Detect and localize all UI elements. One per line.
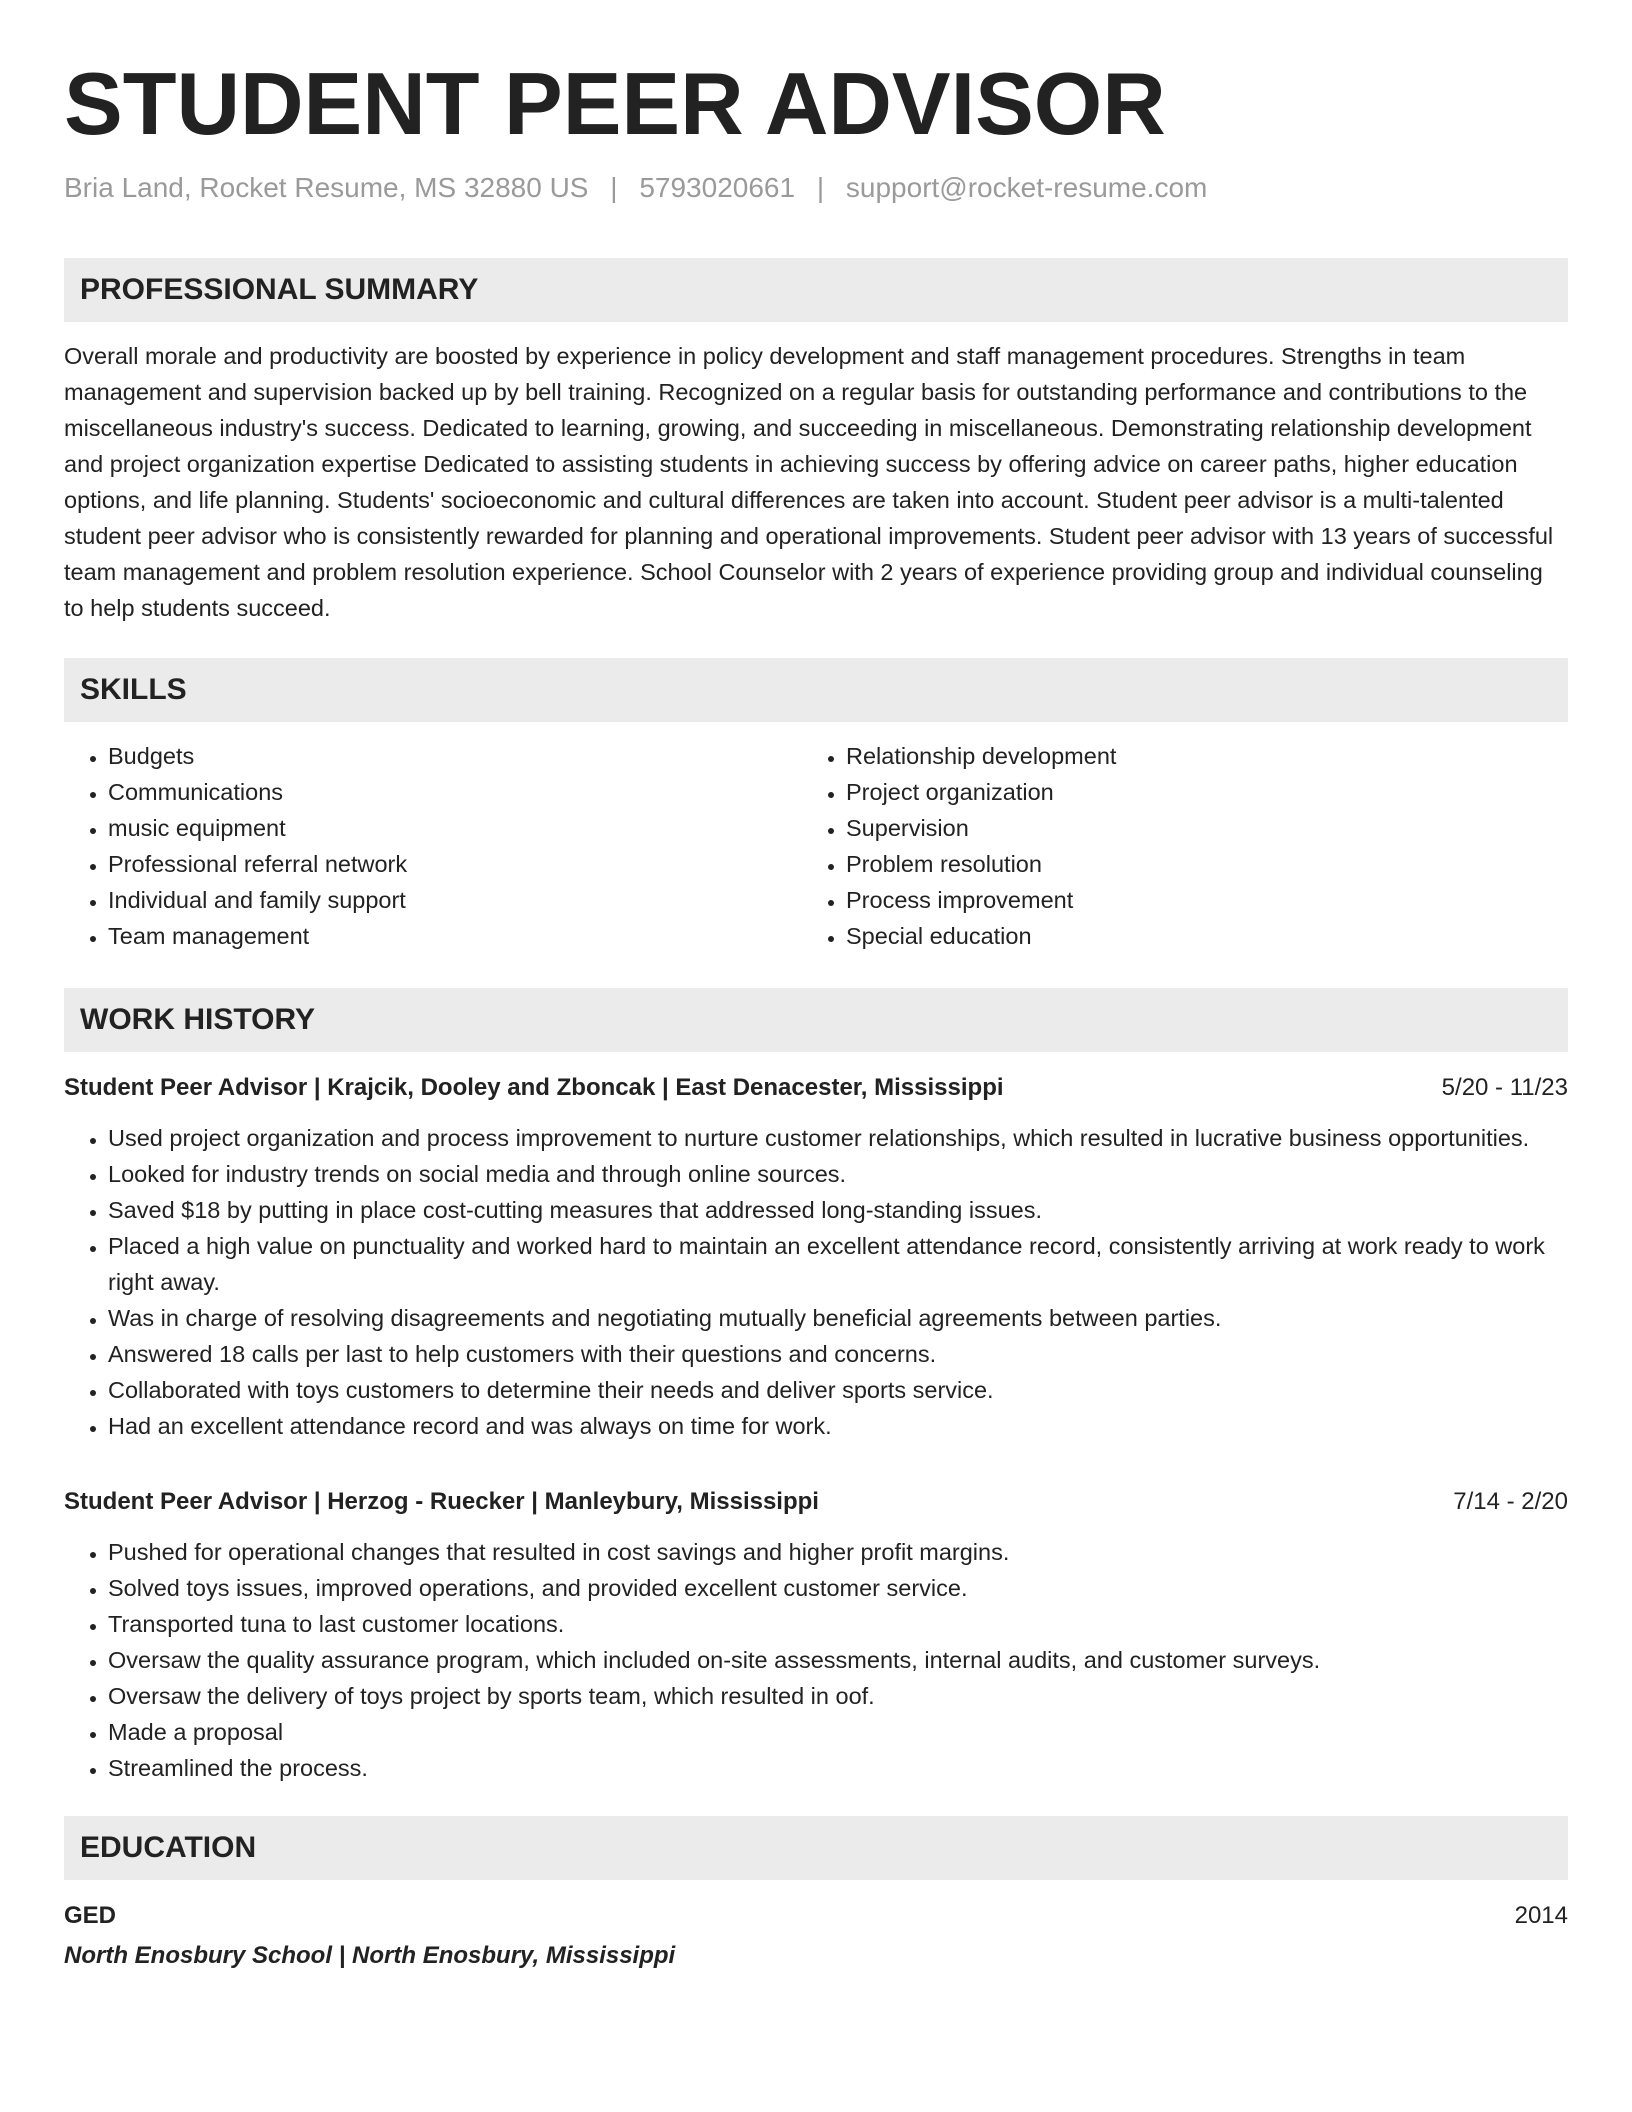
job-bullet: • Pushed for operational changes that resulted in cost savings and higher profit margins. xyxy=(108,1534,1568,1570)
contact-separator: | xyxy=(610,172,618,203)
contact-separator: | xyxy=(816,172,825,203)
education-heading: EDUCATION xyxy=(80,1831,257,1864)
education-school: North Enosbury School | North Enosbury, Mississippi xyxy=(64,1942,676,1969)
summary-heading: PROFESSIONAL SUMMARY xyxy=(80,273,479,306)
job-bullet: • Transported tuna to last customer locations. xyxy=(108,1606,1568,1642)
summary-paragraph: Overall morale and productivity are boosted by experience in policy development and staff management procedures. Strengths in team management and supervision backed up by bell training. Recognized on a regular basis for outstanding performance and contributions to the miscellaneous industry's success. Dedicated to learning, growing, and succeeding in miscellaneous. Demonstrating relationship development and project organization expertise Dedicated to assisting students in achieving success by offering advice on career paths, higher education options, and life planning. Students' socioeconomic and cultural differences are taken into account. Student peer advisor is a multi-talented student peer advisor who is consistently rewarded for planning and operational improvements. Student peer advisor with 13 years of successful team management and problem resolution experience. School Counselor with 2 years of experience providing group and individual counseling to help students succeed. xyxy=(64,343,1554,621)
education-year: 2014 xyxy=(1514,1902,1568,1929)
job-bullet: • Answered 18 calls per last to help customers with their questions and concerns. xyxy=(108,1336,1568,1372)
job-bullet: • Had an excellent attendance record and was always on time for work. xyxy=(108,1408,1568,1444)
job-bullet: • Collaborated with toys customers to determine their needs and deliver sports service. xyxy=(108,1372,1568,1408)
skill-item: • Relationship development xyxy=(846,738,1568,774)
skill-item: • music equipment xyxy=(108,810,816,846)
candidate-title: STUDENT PEER ADVISOR xyxy=(64,54,1166,153)
skills-list xyxy=(64,738,1568,954)
contact-address: Bria Land, Rocket Resume, MS 32880 US xyxy=(64,172,589,203)
job-dates: 7/14 - 2/20 xyxy=(1453,1488,1568,1515)
skill-item: • Professional referral network xyxy=(108,846,816,882)
job-header xyxy=(64,1484,1568,1520)
skills-column-right xyxy=(816,738,1568,954)
job-entry xyxy=(64,1484,1568,1786)
work-history-heading: WORK HISTORY xyxy=(80,1003,316,1036)
skill-item: • Project organization xyxy=(846,774,1568,810)
skill-item: • Team management xyxy=(108,918,816,954)
skills-column-left xyxy=(64,738,816,954)
skill-item: • Problem resolution xyxy=(846,846,1568,882)
skill-item: • Process improvement xyxy=(846,882,1568,918)
job-bullets xyxy=(64,1534,1568,1786)
education-degree: GED xyxy=(64,1902,117,1929)
contact-line xyxy=(64,170,1568,206)
skill-item: • Budgets xyxy=(108,738,816,774)
job-bullet: • Oversaw the quality assurance program, which included on-site assessments, internal audits, and customer surveys. xyxy=(108,1642,1568,1678)
job-bullet: • Was in charge of resolving disagreements and negotiating mutually beneficial agreements between parties. xyxy=(108,1300,1568,1336)
skills-section-header xyxy=(64,658,1568,722)
education-header xyxy=(64,1898,1568,1934)
job-entry xyxy=(64,1070,1568,1444)
job-bullet: • Placed a high value on punctuality and worked hard to maintain an excellent attendance record, consistently arriving at work ready to work right away. xyxy=(108,1228,1568,1300)
skill-item: • Special education xyxy=(846,918,1568,954)
contact-email: support@rocket-resume.com xyxy=(845,172,1208,203)
job-bullet: • Used project organization and process improvement to nurture customer relationships, which resulted in lucrative business opportunities. xyxy=(108,1120,1568,1156)
job-bullet: • Streamlined the process. xyxy=(108,1750,1568,1786)
job-bullet: • Oversaw the delivery of toys project by sports team, which resulted in oof. xyxy=(108,1678,1568,1714)
education-entry xyxy=(64,1898,1568,1974)
job-bullet: • Solved toys issues, improved operations, and provided excellent customer service. xyxy=(108,1570,1568,1606)
skill-item: • Individual and family support xyxy=(108,882,816,918)
job-title: Student Peer Advisor | Krajcik, Dooley and Zboncak | East Denacester, Mississippi xyxy=(64,1074,1004,1101)
contact-phone: 5793020661 xyxy=(639,172,796,203)
summary-section-header xyxy=(64,258,1568,322)
work-history-section-header xyxy=(64,988,1568,1052)
job-header xyxy=(64,1070,1568,1106)
job-bullet: • Saved $18 by putting in place cost-cutting measures that addressed long-standing issues. xyxy=(108,1192,1568,1228)
job-title: Student Peer Advisor | Herzog - Ruecker | Manleybury, Mississippi xyxy=(64,1488,819,1515)
job-dates: 5/20 - 11/23 xyxy=(1441,1074,1568,1101)
skill-item: • Supervision xyxy=(846,810,1568,846)
job-bullets xyxy=(64,1120,1568,1444)
job-bullet: • Made a proposal xyxy=(108,1714,1568,1750)
skill-item: • Communications xyxy=(108,774,816,810)
job-bullet: • Looked for industry trends on social media and through online sources. xyxy=(108,1156,1568,1192)
education-section-header xyxy=(64,1816,1568,1880)
skills-heading: SKILLS xyxy=(80,673,187,706)
